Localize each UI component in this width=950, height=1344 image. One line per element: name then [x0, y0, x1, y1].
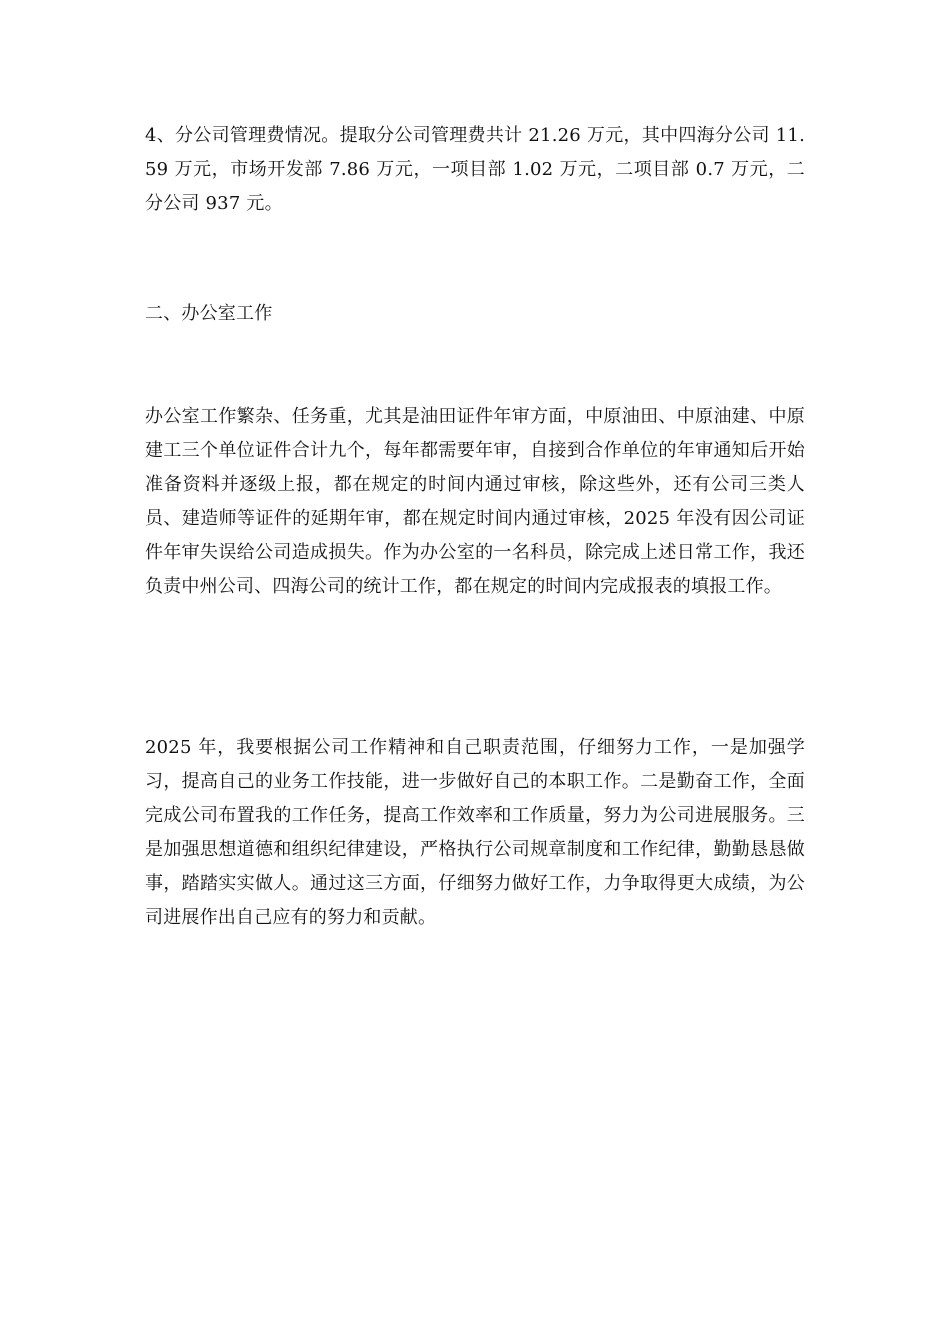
paragraph-2025-plan: 2025 年，我要根据公司工作精神和自己职责范围，仔细努力工作，一是加强学习，提高自己的业务工作技能，进一步做好自己的本职工作。二是勤奋工作，全面完成公司布置我的工作任务，提高工作效率和工作质量，努力为公司进展服务。三是加强思想道德和组织纪律建设，严格执行公司规章制度和工作纪律，勤勤恳恳做事，踏踏实实做人。通过这三方面，仔细努力做好工作，力争取得更大成绩，为公司进展作出自己应有的努力和贡献。 — [145, 737, 805, 928]
section-heading-office-work: 二、办公室工作 — [145, 303, 273, 324]
paragraph-office-work: 办公室工作繁杂、任务重，尤其是油田证件年审方面，中原油田、中原油建、中原建工三个单位证件合计九个，每年都需要年审，自接到合作单位的年审通知后开始准备资料并逐级上报，都在规定的时间内通过审核，除这些外，还有公司三类人员、建造师等证件的延期年审，都在规定时间内通过审核，2025 年没有因公司证件年审失误给公司造成损失。作为办公室的一名科员，除完成上述日常工作，我还负责中州公司、四海公司的统计工作，都在规定的时间内完成报表的填报工作。 — [145, 406, 805, 597]
paragraph-management-fees: 4、分公司管理费情况。提取分公司管理费共计 21.26 万元，其中四海分公司 11.59 万元，市场开发部 7.86 万元，一项目部 1.02 万元，二项目部 0.7 万元，二分公司 937 元。 — [145, 125, 805, 214]
